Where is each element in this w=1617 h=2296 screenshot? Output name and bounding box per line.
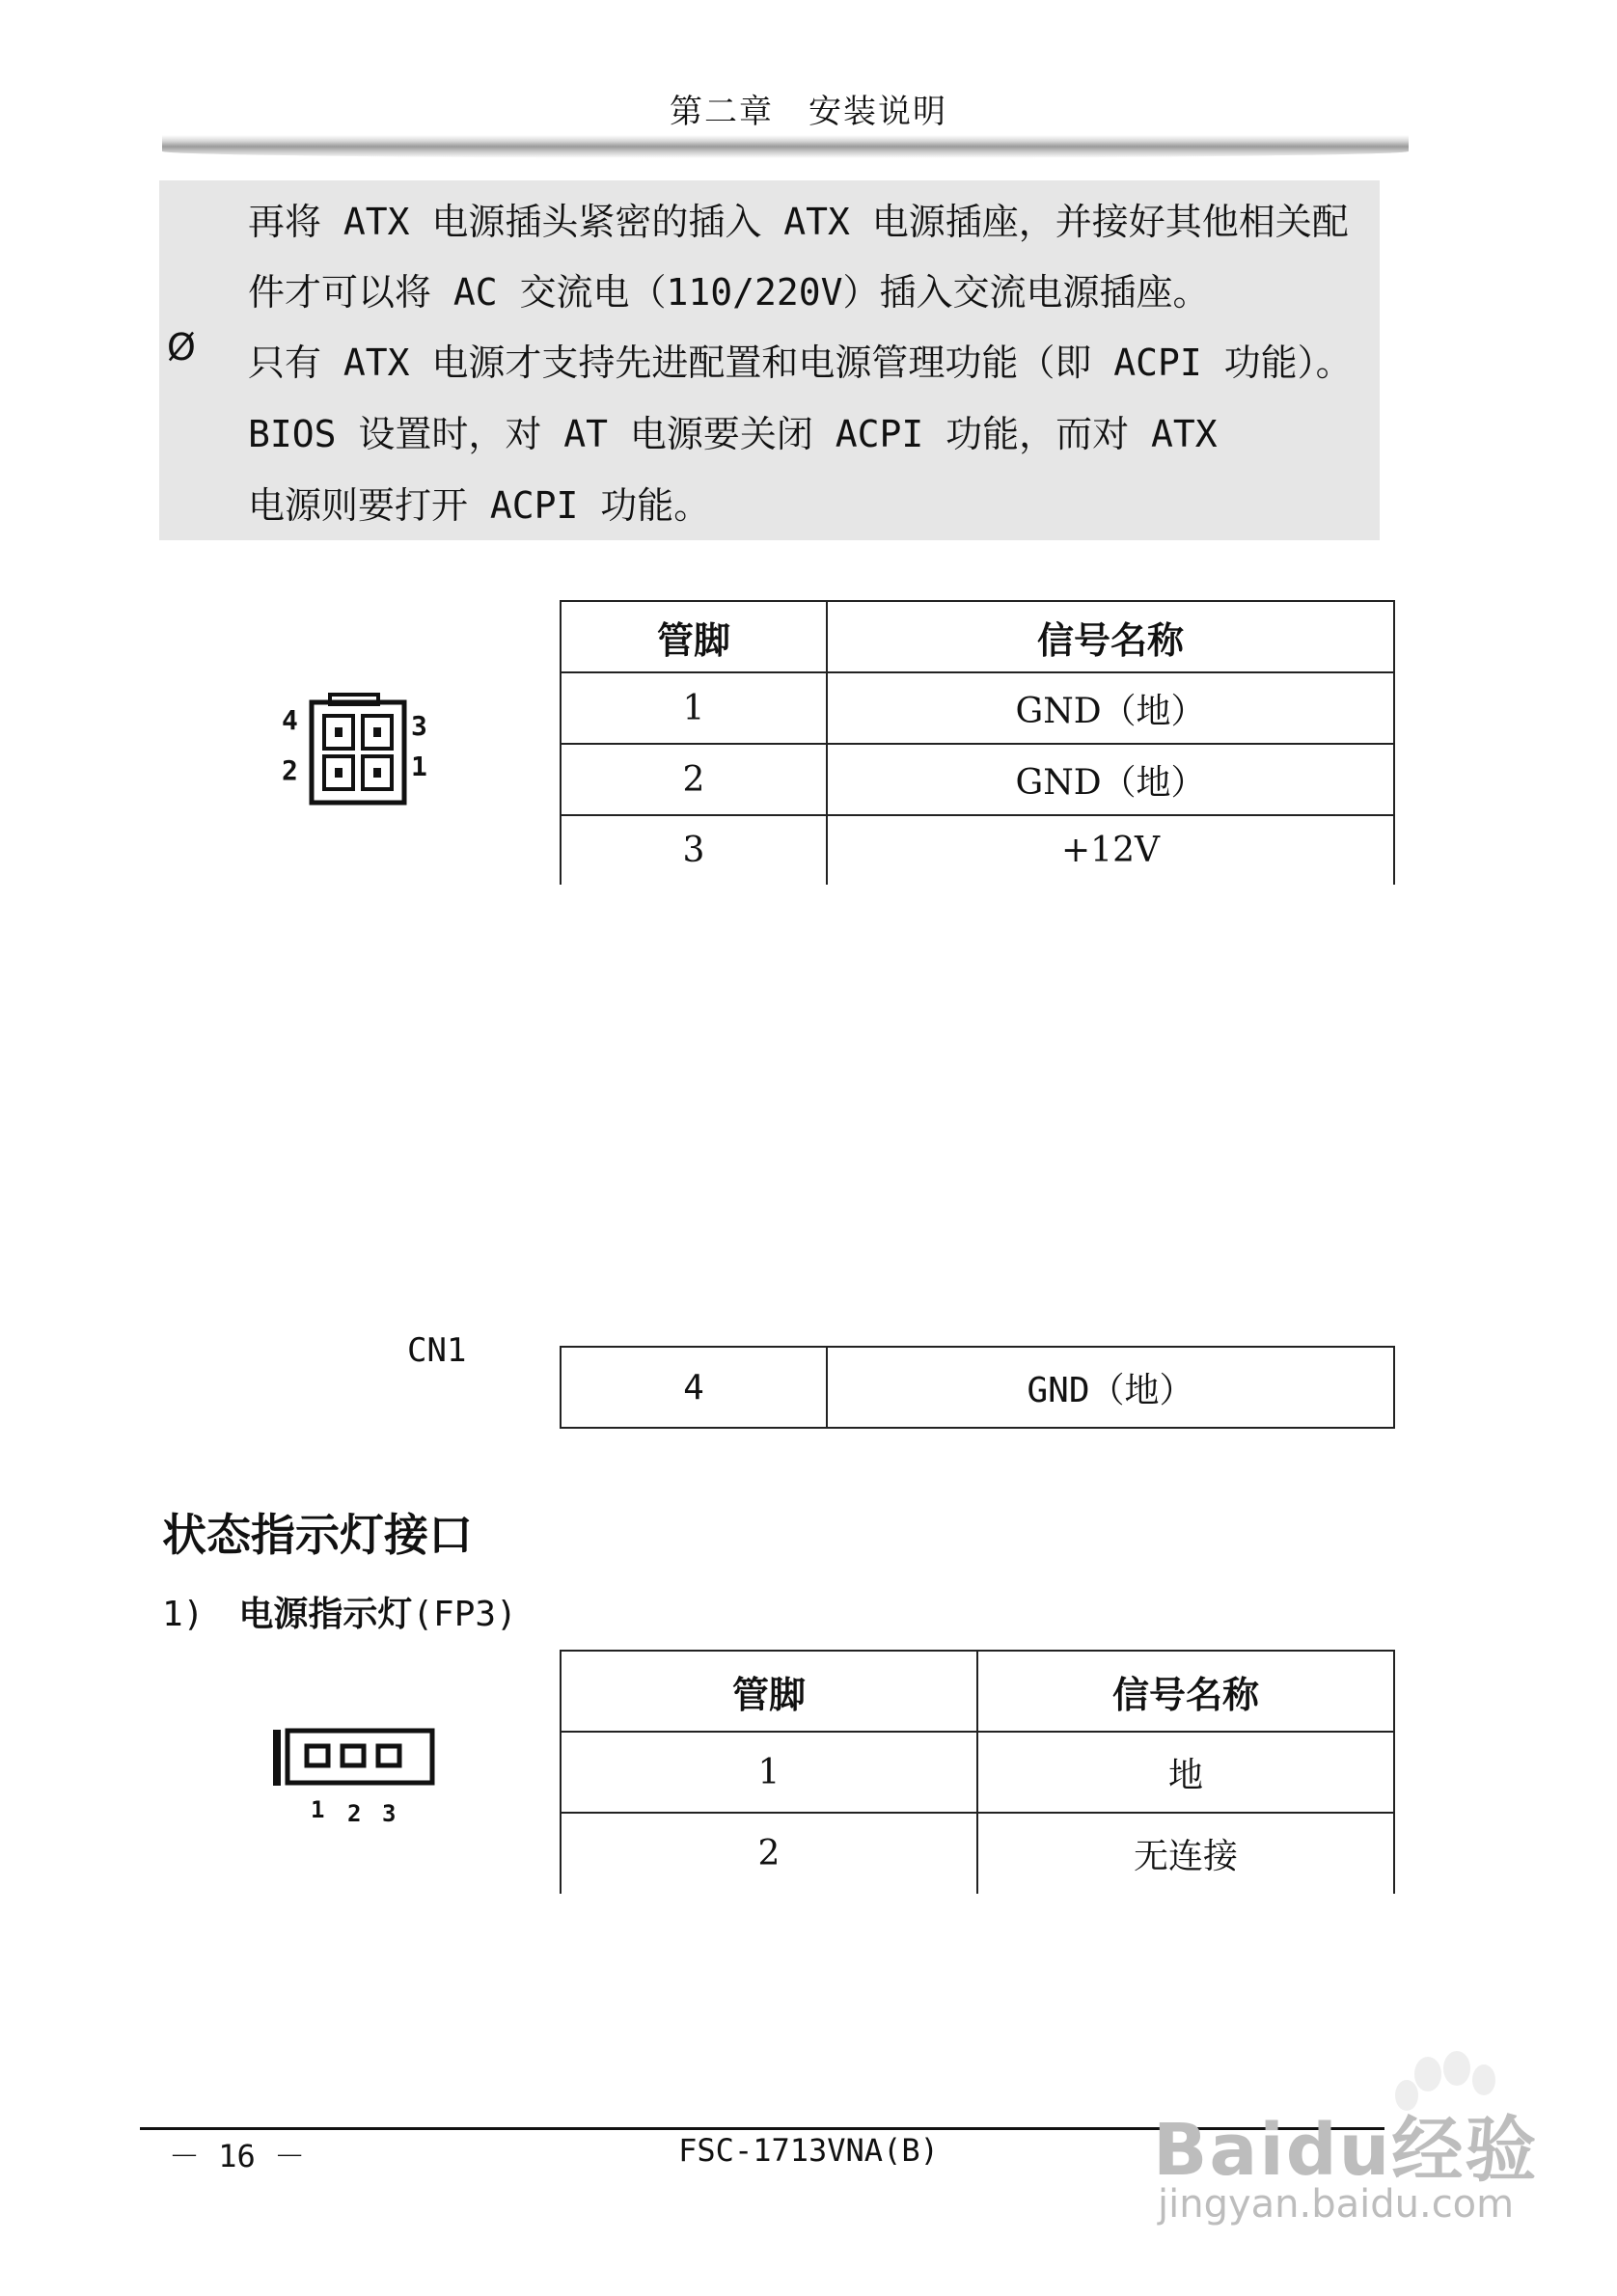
pin-cell: 1 bbox=[561, 1732, 977, 1813]
note-box bbox=[159, 180, 1380, 540]
pin-cell: 3 bbox=[561, 815, 827, 885]
pin-cell: 4 bbox=[561, 1347, 827, 1428]
note-line-2: 件才可以将 AC 交流电（110/220V）插入交流电源插座。 bbox=[248, 271, 1210, 314]
note-line-1: 再将 ATX 电源插头紧密的插入 ATX 电源插座，并接好其他相关配 bbox=[248, 201, 1349, 243]
fp3-pin-table bbox=[560, 1650, 1395, 1894]
fp3-pin-label-2: 2 bbox=[347, 1800, 362, 1827]
cn1-header-signal: 信号名称 bbox=[827, 601, 1394, 672]
cn1-pin-label-1: 1 bbox=[411, 751, 427, 782]
section-title: 状态指示灯接口 bbox=[162, 1509, 473, 1561]
cn1-connector-diagram bbox=[280, 693, 434, 808]
signal-cell: 无连接 bbox=[977, 1813, 1394, 1894]
table-row bbox=[561, 1813, 1394, 1894]
note-line-4: BIOS 设置时，对 AT 电源要关闭 ACPI 功能，而对 ATX bbox=[248, 413, 1218, 455]
watermark-brand: Baidu经验 bbox=[1153, 2109, 1539, 2192]
cn1-pin-label-3: 3 bbox=[411, 710, 427, 742]
cn1-pin-label-2: 2 bbox=[282, 754, 298, 786]
subsection-label: 电源指示灯 bbox=[238, 1595, 413, 1634]
bullet-icon: Ø bbox=[167, 326, 196, 369]
signal-cell: 地 bbox=[977, 1732, 1394, 1813]
footer-model: FSC-1713VNA(B) bbox=[678, 2132, 939, 2169]
note-line-5: 电源则要打开 ACPI 功能。 bbox=[248, 484, 711, 527]
fp3-connector-diagram bbox=[270, 1727, 444, 1827]
fp3-header-signal: 信号名称 bbox=[977, 1651, 1394, 1732]
subsection-title bbox=[162, 1587, 517, 1636]
pin-cell: 1 bbox=[561, 672, 827, 744]
note-line-3: 只有 ATX 电源才支持先进配置和电源管理功能（即 ACPI 功能）。 bbox=[248, 342, 1353, 384]
table-row bbox=[561, 1732, 1394, 1813]
cn1-pin-table bbox=[560, 600, 1395, 885]
pin-cell: 2 bbox=[561, 1813, 977, 1894]
signal-cell: GND（地） bbox=[827, 1347, 1394, 1428]
table-row bbox=[561, 1347, 1394, 1428]
cn1-connector-icon bbox=[309, 693, 409, 806]
table-row bbox=[561, 744, 1394, 815]
page-header-title: 第二章 安装说明 bbox=[670, 93, 947, 131]
subsection-code: (FP3) bbox=[412, 1595, 517, 1634]
cn1-pin-table-continued bbox=[560, 1346, 1395, 1429]
page-number: － 16 － bbox=[169, 2138, 306, 2174]
watermark-url: jingyan.baidu.com bbox=[1158, 2182, 1515, 2227]
signal-cell: GND（地） bbox=[827, 672, 1394, 744]
pin-cell: 2 bbox=[561, 744, 827, 815]
header-divider bbox=[162, 135, 1409, 158]
subsection-number: 1) bbox=[162, 1595, 205, 1634]
cn1-header-pin: 管脚 bbox=[561, 601, 827, 672]
table-row bbox=[561, 672, 1394, 744]
fp3-pin-label-3: 3 bbox=[382, 1800, 397, 1827]
fp3-connector-icon bbox=[270, 1727, 440, 1789]
cn1-pin-label-4: 4 bbox=[282, 704, 298, 736]
table-row bbox=[561, 815, 1394, 885]
fp3-header-pin: 管脚 bbox=[561, 1651, 977, 1732]
signal-cell: +12V bbox=[827, 815, 1394, 885]
signal-cell: GND（地） bbox=[827, 744, 1394, 815]
cn1-label: CN1 bbox=[407, 1331, 467, 1370]
fp3-pin-label-1: 1 bbox=[311, 1796, 325, 1823]
